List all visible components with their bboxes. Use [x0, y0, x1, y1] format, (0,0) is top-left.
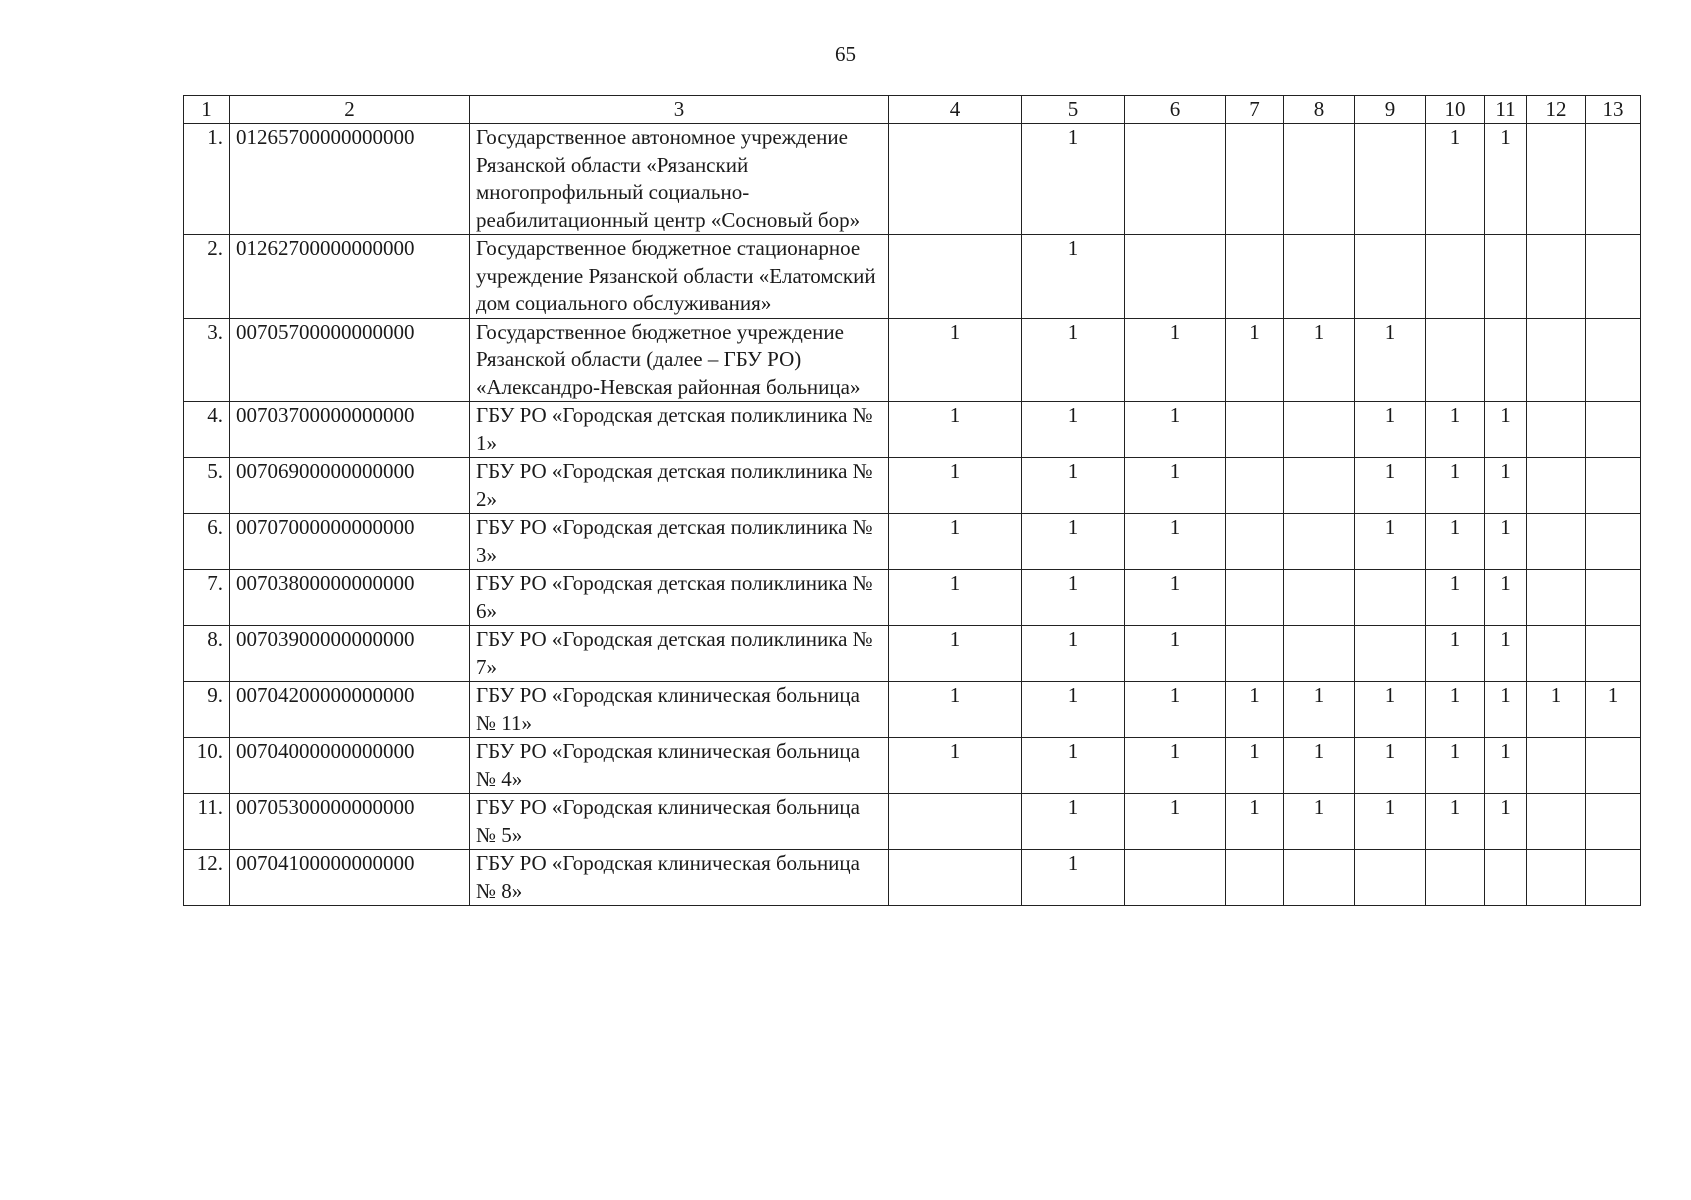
mark-cell-col-8 — [1284, 235, 1355, 319]
column-header-6: 6 — [1125, 96, 1226, 124]
mark-cell-col-4: 1 — [889, 318, 1022, 402]
mark-cell-col-10 — [1426, 850, 1485, 906]
mark-cell-col-12 — [1527, 794, 1586, 850]
mark-cell-col-10 — [1426, 235, 1485, 319]
mark-cell-col-9: 1 — [1355, 794, 1426, 850]
mark-cell-col-5: 1 — [1022, 626, 1125, 682]
mark-cell-col-4 — [889, 794, 1022, 850]
table-row — [184, 402, 1641, 458]
mark-cell-col-9 — [1355, 850, 1426, 906]
mark-cell-col-8 — [1284, 514, 1355, 570]
mark-cell-col-11: 1 — [1485, 514, 1527, 570]
mark-cell-col-7 — [1226, 124, 1284, 235]
mark-cell-col-5: 1 — [1022, 570, 1125, 626]
row-name: ГБУ РО «Городская клиническая больница № 5» — [470, 794, 889, 850]
mark-cell-col-6: 1 — [1125, 570, 1226, 626]
mark-cell-col-10: 1 — [1426, 124, 1485, 235]
column-header-8: 8 — [1284, 96, 1355, 124]
mark-cell-col-4: 1 — [889, 570, 1022, 626]
column-header-12: 12 — [1527, 96, 1586, 124]
mark-cell-col-11: 1 — [1485, 458, 1527, 514]
row-name: ГБУ РО «Городская детская поликлиника № 1» — [470, 402, 889, 458]
mark-cell-col-7: 1 — [1226, 738, 1284, 794]
mark-cell-col-10: 1 — [1426, 402, 1485, 458]
mark-cell-col-10: 1 — [1426, 794, 1485, 850]
row-number: 12. — [184, 850, 230, 906]
row-number: 11. — [184, 794, 230, 850]
mark-cell-col-12 — [1527, 850, 1586, 906]
mark-cell-col-10: 1 — [1426, 458, 1485, 514]
row-number: 6. — [184, 514, 230, 570]
row-name: ГБУ РО «Городская детская поликлиника № 2» — [470, 458, 889, 514]
row-number: 7. — [184, 570, 230, 626]
mark-cell-col-5: 1 — [1022, 682, 1125, 738]
page-number: 65 — [835, 42, 856, 66]
mark-cell-col-4: 1 — [889, 514, 1022, 570]
mark-cell-col-12 — [1527, 458, 1586, 514]
mark-cell-col-11: 1 — [1485, 626, 1527, 682]
row-number: 9. — [184, 682, 230, 738]
row-code: 00705700000000000 — [230, 318, 470, 402]
mark-cell-col-12 — [1527, 570, 1586, 626]
table-row — [184, 794, 1641, 850]
mark-cell-col-13 — [1586, 514, 1641, 570]
mark-cell-col-6: 1 — [1125, 458, 1226, 514]
mark-cell-col-5: 1 — [1022, 458, 1125, 514]
mark-cell-col-7 — [1226, 570, 1284, 626]
row-code: 01265700000000000 — [230, 124, 470, 235]
mark-cell-col-9: 1 — [1355, 458, 1426, 514]
mark-cell-col-4: 1 — [889, 626, 1022, 682]
row-code: 00706900000000000 — [230, 458, 470, 514]
row-code: 00703900000000000 — [230, 626, 470, 682]
mark-cell-col-7 — [1226, 850, 1284, 906]
mark-cell-col-12 — [1527, 738, 1586, 794]
mark-cell-col-6 — [1125, 850, 1226, 906]
row-name: ГБУ РО «Городская клиническая больница № 8» — [470, 850, 889, 906]
row-code: 00704200000000000 — [230, 682, 470, 738]
mark-cell-col-6: 1 — [1125, 738, 1226, 794]
mark-cell-col-13 — [1586, 458, 1641, 514]
mark-cell-col-5: 1 — [1022, 794, 1125, 850]
mark-cell-col-10: 1 — [1426, 570, 1485, 626]
mark-cell-col-4 — [889, 124, 1022, 235]
mark-cell-col-13 — [1586, 626, 1641, 682]
mark-cell-col-13 — [1586, 570, 1641, 626]
mark-cell-col-12 — [1527, 124, 1586, 235]
mark-cell-col-11: 1 — [1485, 738, 1527, 794]
mark-cell-col-9: 1 — [1355, 318, 1426, 402]
mark-cell-col-6: 1 — [1125, 402, 1226, 458]
table-row — [184, 570, 1641, 626]
row-number: 1. — [184, 124, 230, 235]
mark-cell-col-12 — [1527, 318, 1586, 402]
mark-cell-col-7: 1 — [1226, 794, 1284, 850]
data-table — [183, 95, 1641, 906]
mark-cell-col-11: 1 — [1485, 794, 1527, 850]
row-code: 01262700000000000 — [230, 235, 470, 319]
row-code: 00703800000000000 — [230, 570, 470, 626]
mark-cell-col-7: 1 — [1226, 682, 1284, 738]
row-name: ГБУ РО «Городская детская поликлиника № 3» — [470, 514, 889, 570]
table-row — [184, 682, 1641, 738]
mark-cell-col-8: 1 — [1284, 318, 1355, 402]
mark-cell-col-12 — [1527, 626, 1586, 682]
mark-cell-col-6: 1 — [1125, 682, 1226, 738]
mark-cell-col-5: 1 — [1022, 402, 1125, 458]
table-row — [184, 458, 1641, 514]
mark-cell-col-10: 1 — [1426, 514, 1485, 570]
mark-cell-col-5: 1 — [1022, 514, 1125, 570]
mark-cell-col-6 — [1125, 124, 1226, 235]
mark-cell-col-7 — [1226, 626, 1284, 682]
row-name: ГБУ РО «Городская клиническая больница № 11» — [470, 682, 889, 738]
mark-cell-col-5: 1 — [1022, 738, 1125, 794]
column-header-9: 9 — [1355, 96, 1426, 124]
mark-cell-col-6: 1 — [1125, 626, 1226, 682]
row-name: ГБУ РО «Городская детская поликлиника № 6» — [470, 570, 889, 626]
mark-cell-col-7 — [1226, 458, 1284, 514]
row-code: 00703700000000000 — [230, 402, 470, 458]
mark-cell-col-10: 1 — [1426, 682, 1485, 738]
table-row — [184, 738, 1641, 794]
table-row — [184, 235, 1641, 319]
mark-cell-col-5: 1 — [1022, 235, 1125, 319]
mark-cell-col-6 — [1125, 235, 1226, 319]
mark-cell-col-5: 1 — [1022, 124, 1125, 235]
mark-cell-col-9: 1 — [1355, 402, 1426, 458]
row-number: 3. — [184, 318, 230, 402]
mark-cell-col-8: 1 — [1284, 738, 1355, 794]
row-code: 00704100000000000 — [230, 850, 470, 906]
mark-cell-col-11 — [1485, 850, 1527, 906]
mark-cell-col-6: 1 — [1125, 514, 1226, 570]
row-name: Государственное бюджетное стационарное учреждение Рязанской области «Елатомский дом социального обслуживания» — [470, 235, 889, 319]
row-name: Государственное автономное учреждение Рязанской области «Рязанский многопрофильный социально-реабилитационный центр «Сосновый бор» — [470, 124, 889, 235]
mark-cell-col-8 — [1284, 626, 1355, 682]
mark-cell-col-9 — [1355, 570, 1426, 626]
row-number: 4. — [184, 402, 230, 458]
mark-cell-col-11: 1 — [1485, 402, 1527, 458]
mark-cell-col-11 — [1485, 235, 1527, 319]
mark-cell-col-8 — [1284, 850, 1355, 906]
mark-cell-col-12 — [1527, 514, 1586, 570]
mark-cell-col-13 — [1586, 738, 1641, 794]
mark-cell-col-11: 1 — [1485, 682, 1527, 738]
table-row — [184, 318, 1641, 402]
column-header-13: 13 — [1586, 96, 1641, 124]
row-name: ГБУ РО «Городская детская поликлиника № 7» — [470, 626, 889, 682]
mark-cell-col-4: 1 — [889, 738, 1022, 794]
table-body — [184, 124, 1641, 906]
mark-cell-col-10 — [1426, 318, 1485, 402]
mark-cell-col-8: 1 — [1284, 794, 1355, 850]
mark-cell-col-11 — [1485, 318, 1527, 402]
mark-cell-col-7 — [1226, 235, 1284, 319]
column-header-1: 1 — [184, 96, 230, 124]
mark-cell-col-5: 1 — [1022, 850, 1125, 906]
mark-cell-col-12: 1 — [1527, 682, 1586, 738]
mark-cell-col-9: 1 — [1355, 514, 1426, 570]
column-header-2: 2 — [230, 96, 470, 124]
mark-cell-col-12 — [1527, 402, 1586, 458]
row-number: 8. — [184, 626, 230, 682]
mark-cell-col-4 — [889, 850, 1022, 906]
mark-cell-col-9: 1 — [1355, 682, 1426, 738]
table-row — [184, 850, 1641, 906]
mark-cell-col-6: 1 — [1125, 794, 1226, 850]
mark-cell-col-4: 1 — [889, 402, 1022, 458]
column-header-11: 11 — [1485, 96, 1527, 124]
mark-cell-col-10: 1 — [1426, 626, 1485, 682]
mark-cell-col-4 — [889, 235, 1022, 319]
column-header-3: 3 — [470, 96, 889, 124]
mark-cell-col-4: 1 — [889, 458, 1022, 514]
table-row — [184, 514, 1641, 570]
row-code: 00704000000000000 — [230, 738, 470, 794]
mark-cell-col-9 — [1355, 235, 1426, 319]
mark-cell-col-13: 1 — [1586, 682, 1641, 738]
mark-cell-col-5: 1 — [1022, 318, 1125, 402]
mark-cell-col-11: 1 — [1485, 570, 1527, 626]
mark-cell-col-13 — [1586, 124, 1641, 235]
mark-cell-col-6: 1 — [1125, 318, 1226, 402]
row-name: Государственное бюджетное учреждение Рязанской области (далее – ГБУ РО) «Александро-Невская районная больница» — [470, 318, 889, 402]
row-number: 5. — [184, 458, 230, 514]
mark-cell-col-9 — [1355, 124, 1426, 235]
mark-cell-col-13 — [1586, 794, 1641, 850]
mark-cell-col-10: 1 — [1426, 738, 1485, 794]
mark-cell-col-13 — [1586, 850, 1641, 906]
table-header-row — [184, 96, 1641, 124]
mark-cell-col-8 — [1284, 570, 1355, 626]
mark-cell-col-8 — [1284, 402, 1355, 458]
mark-cell-col-8 — [1284, 458, 1355, 514]
column-header-5: 5 — [1022, 96, 1125, 124]
mark-cell-col-12 — [1527, 235, 1586, 319]
mark-cell-col-8: 1 — [1284, 682, 1355, 738]
mark-cell-col-13 — [1586, 318, 1641, 402]
mark-cell-col-13 — [1586, 235, 1641, 319]
table-row — [184, 626, 1641, 682]
table-row — [184, 124, 1641, 235]
column-header-10: 10 — [1426, 96, 1485, 124]
column-header-4: 4 — [889, 96, 1022, 124]
mark-cell-col-13 — [1586, 402, 1641, 458]
row-number: 10. — [184, 738, 230, 794]
mark-cell-col-8 — [1284, 124, 1355, 235]
row-name: ГБУ РО «Городская клиническая больница № 4» — [470, 738, 889, 794]
mark-cell-col-4: 1 — [889, 682, 1022, 738]
mark-cell-col-9: 1 — [1355, 738, 1426, 794]
column-header-7: 7 — [1226, 96, 1284, 124]
mark-cell-col-9 — [1355, 626, 1426, 682]
mark-cell-col-11: 1 — [1485, 124, 1527, 235]
mark-cell-col-7 — [1226, 514, 1284, 570]
row-code: 00707000000000000 — [230, 514, 470, 570]
mark-cell-col-7: 1 — [1226, 318, 1284, 402]
row-number: 2. — [184, 235, 230, 319]
row-code: 00705300000000000 — [230, 794, 470, 850]
mark-cell-col-7 — [1226, 402, 1284, 458]
